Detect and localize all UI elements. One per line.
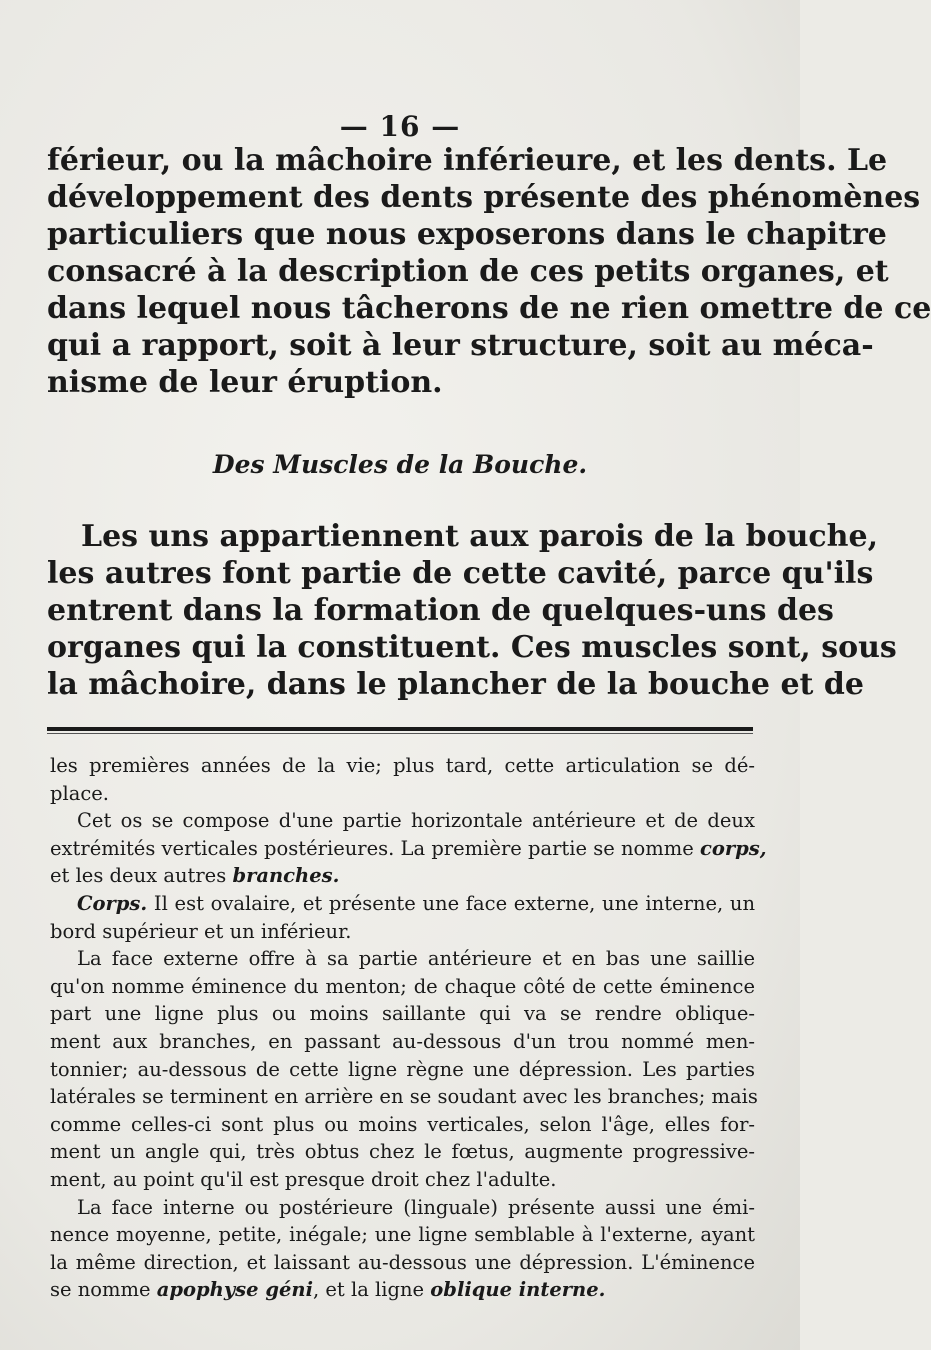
footnote-text: et les deux autres [50,864,233,888]
text-line: entrent dans la formation de quelques-uns des [47,593,834,628]
text-line: les autres font partie de cette cavité, parce qu'ils [47,556,874,591]
page-number: — 16 — [339,110,461,143]
text-line: qui a rapport, soit à leur structure, soit au méca- [47,328,874,363]
footnote-line: La face interne ou postérieure (linguale) présente aussi une émi- [77,1195,755,1219]
footnote-line: latérales se terminent en arrière en se soudant avec les branches; mais [50,1085,758,1109]
text-line: nisme de leur éruption. [47,365,443,400]
footnote-line: qu'on nomme éminence du menton; de chaque côté de cette éminence [50,974,755,998]
footnote-line: place. [50,781,110,805]
footnote-line: bord supérieur et un inférieur. [50,919,352,943]
footnote-line: les premières années de la vie; plus tard, cette articulation se dé- [50,754,755,777]
footnote-divider [47,727,753,731]
footnote-line: part une ligne plus ou moins saillante qui va se rendre oblique- [50,1002,755,1026]
text-line: développement des dents présente des phénomènes [47,180,921,215]
footnote-text: extrémités verticales postérieures. La première partie se nomme [50,836,701,860]
term-branches: branches. [232,864,340,888]
term-corps-heading: Corps. [77,891,148,915]
footnote-text: se nomme [50,1278,157,1302]
footnote-line: la même direction, et laissant au-dessous une dépression. L'éminence [50,1250,755,1274]
footnote-line [50,862,755,890]
footnote-line: ment aux branches, en passant au-dessous d'un trou nommé men- [50,1029,755,1053]
footnote-text: Il est ovalaire, et présente une face externe, une interne, un [147,891,755,915]
footnote-text: , et la ligne [313,1278,431,1302]
footnote-line: ment, au point qu'il est presque droit chez l'adulte. [50,1167,557,1191]
footnote-line: comme celles-ci sont plus ou moins verticales, selon l'âge, elles for- [50,1112,755,1136]
footnote-block [50,752,767,1304]
footnote-divider-thin [47,733,753,734]
term-corps: corps, [700,836,767,860]
text-line: dans lequel nous tâcherons de ne rien omettre de ce [47,291,931,326]
text-line: particuliers que nous exposerons dans le chapitre [47,217,887,252]
text-line: férieur, ou la mâchoire inférieure, et les dents. Le [47,143,888,178]
section-heading: Des Muscles de la Bouche. [212,450,588,479]
text-line: Les uns appartiennent aux parois de la bouche, [81,519,879,554]
footnote-line: tonnier; au-dessous de cette ligne règne une dépression. Les parties [50,1057,755,1081]
text-line: la mâchoire, dans le plancher de la bouche et de [47,667,864,702]
term-oblique-interne: oblique interne. [430,1278,606,1302]
body-paragraph-1 [47,142,931,401]
footnote-line [50,1276,755,1304]
text-line: organes qui la constituent. Ces muscles sont, sous [47,630,897,665]
footnote-line [50,835,767,863]
text-line: consacré à la description de ces petits organes, et [47,254,889,289]
footnote-line: Cet os se compose d'une partie horizontale antérieure et de deux [77,809,755,833]
body-paragraph-2 [47,518,897,703]
term-apophyse-geni: apophyse géni [156,1278,313,1302]
footnote-line: ment un angle qui, très obtus chez le fœtus, augmente progressive- [50,1140,755,1164]
footnote-line: nence moyenne, petite, inégale; une ligne semblable à l'externe, ayant [50,1223,755,1247]
footnote-line: La face externe offre à sa partie antérieure et en bas une saillie [77,947,755,971]
footnote-line [50,890,755,918]
